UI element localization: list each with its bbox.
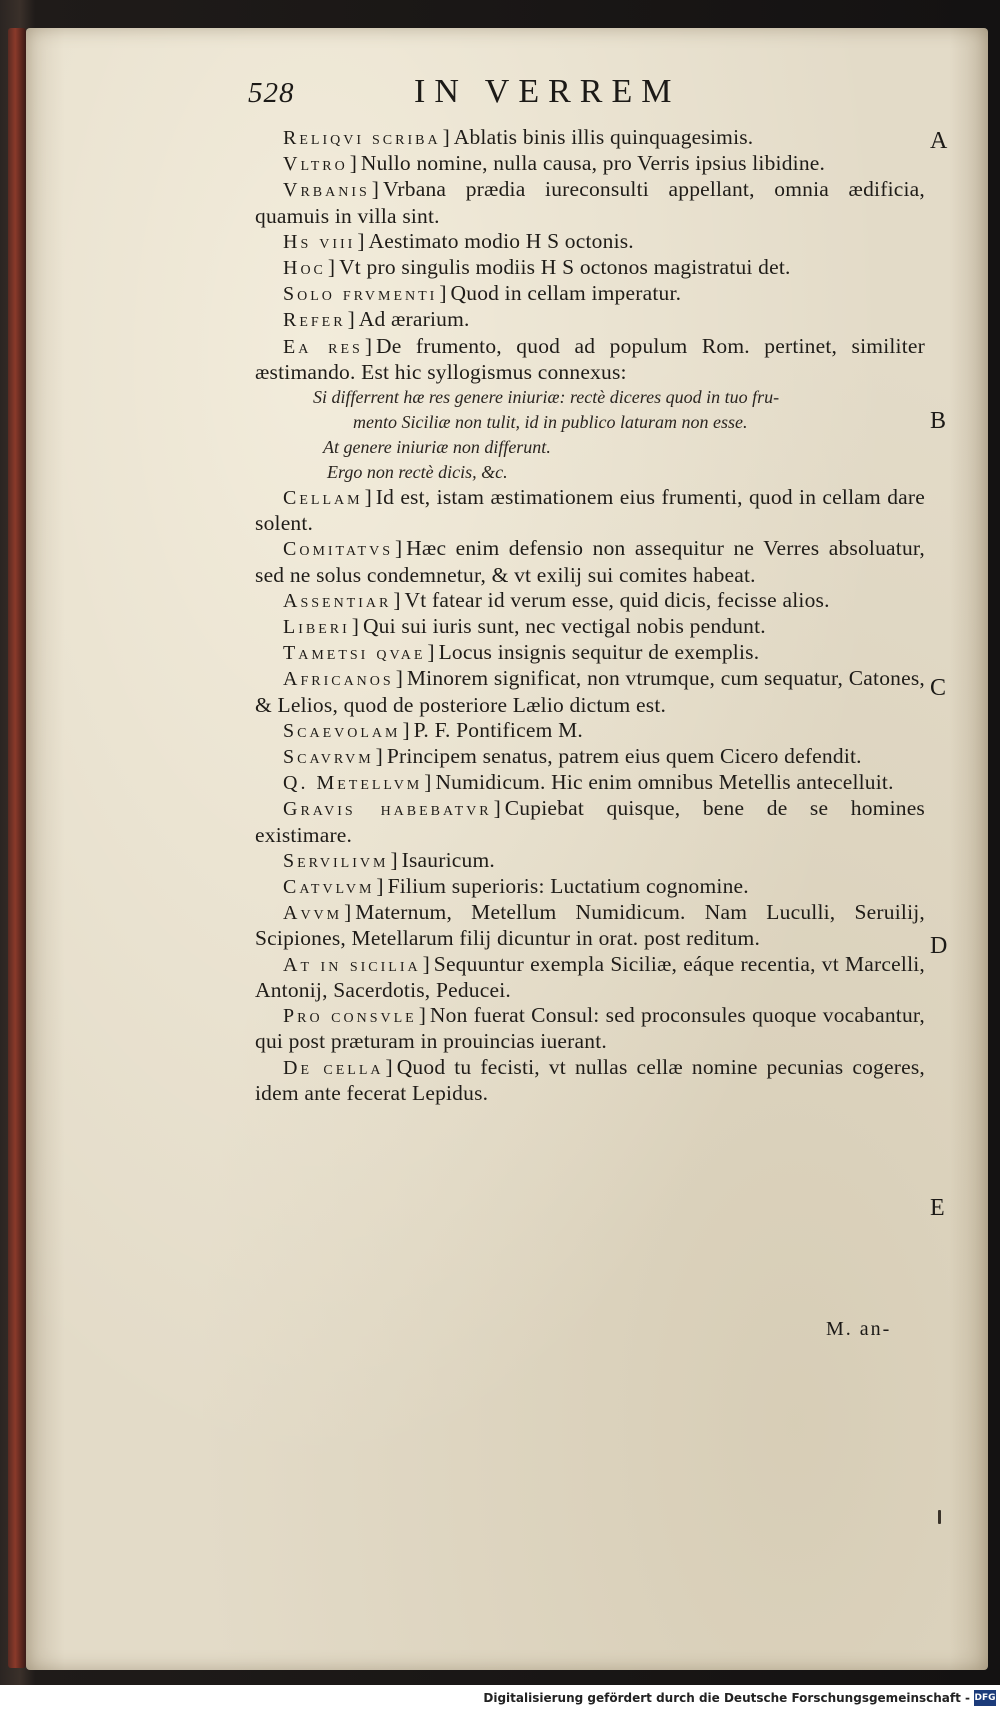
commentary-text bbox=[255, 125, 925, 1106]
commentary-entry: Scavrvm] Principem senatus, patrem eius quem Cicero defendit. bbox=[283, 744, 862, 769]
lemma: Comitatvs bbox=[283, 538, 393, 561]
running-title: IN VERREM bbox=[414, 73, 681, 110]
lemma: Reliqvi scriba bbox=[283, 127, 441, 149]
lemma: Avvm bbox=[283, 902, 343, 925]
funding-notice: Digitalisierung gefördert durch die Deutsche Forschungsgemeinschaft - bbox=[483, 1691, 970, 1705]
lemma: Vrbanis bbox=[283, 179, 370, 202]
gloss: Isauricum. bbox=[401, 847, 495, 872]
footer-bar bbox=[0, 1685, 1000, 1714]
margin-letter-a: A bbox=[930, 128, 948, 154]
commentary-entry: Ea res] De frumento, quod ad populum Rom. pertinet, similiter æstimando. Est hic syllogismus connexus: bbox=[255, 333, 925, 384]
commentary-entry: Cellam] Id est, istam æstimationem eius frumenti, quod in cellam dare solent. bbox=[255, 485, 925, 536]
commentary-entry: Avvm] Maternum, Metellum Numidicum. Nam Luculli, Seruilij, Scipiones, Metellarum filij dicuntur in orat. post reditum. bbox=[255, 900, 925, 951]
lemma: Tametsi qvae bbox=[283, 642, 426, 665]
page-number: 528 bbox=[248, 77, 295, 109]
lemma: Pro consvle bbox=[283, 1005, 417, 1028]
commentary-entry: Hs viii] Aestimato modio H S octonis. bbox=[283, 228, 634, 253]
gloss: Qui sui iuris sunt, nec vectigal nobis pendunt. bbox=[362, 614, 766, 639]
gloss: Cupiebat quisque, bene de se homines existimare. bbox=[255, 796, 926, 847]
commentary-entry: Pro consvle] Non fuerat Consul: sed proconsules quoque vocabantur, qui post præturam in prouincias iuerant. bbox=[255, 1003, 925, 1054]
margin-letter-b: B bbox=[930, 408, 947, 434]
commentary-entry: Solo frvmenti] Quod in cellam imperatur. bbox=[283, 281, 682, 306]
gloss: Vt pro singulis modiis H S octonos magistratui det. bbox=[339, 255, 791, 280]
syllogism-line: Ergo non rectè dicis, &c. bbox=[327, 462, 508, 483]
lemma: Catvlvm bbox=[283, 876, 375, 899]
margin-letter-e: E bbox=[930, 1195, 945, 1221]
lemma: Refer bbox=[283, 309, 346, 332]
lemma: Solo frvmenti bbox=[283, 283, 438, 306]
lemma: Assentiar bbox=[283, 589, 392, 612]
gloss: Maternum, Metellum Numidicum. Nam Luculli, Seruilij, Scipiones, Metellarum filij dicuntur in orat. post reditum. bbox=[255, 900, 925, 951]
lemma: Gravis habebatvr bbox=[283, 798, 492, 821]
gloss: De frumento, quod ad populum Rom. pertinet, similiter æstimando. Est hic syllogismus connexus: bbox=[255, 333, 925, 384]
lemma: Liberi bbox=[283, 616, 350, 639]
commentary-entry: Hoc] Vt pro singulis modiis H S octonos magistratui det. bbox=[283, 255, 791, 280]
catchword: M. an- bbox=[826, 1318, 892, 1340]
commentary-entry: At in sicilia] Sequuntur exempla Siciliæ, eáque recentia, vt Marcelli, Antonij, Sacerdotis, Peducei. bbox=[255, 951, 925, 1002]
gloss: Ad ærarium. bbox=[358, 307, 470, 332]
gloss: Nullo nomine, nulla causa, pro Verris ipsius libidine. bbox=[360, 151, 826, 176]
lemma: Q. Metellvm bbox=[283, 772, 423, 795]
commentary-entry: Assentiar] Vt fatear id verum esse, quid dicis, fecisse alios. bbox=[283, 587, 830, 612]
gloss: Numidicum. Hic enim omnibus Metellis antecelluit. bbox=[435, 770, 894, 795]
lemma: Cellam bbox=[283, 487, 363, 510]
margin-letter-c: C bbox=[930, 675, 947, 701]
lemma: Hoc bbox=[283, 257, 326, 280]
lemma: Servilivm bbox=[283, 849, 389, 872]
gloss: Minorem significat, non vtrumque, cum sequatur, Catones, & Lelios, quod de posteriore Lælio dictum est. bbox=[255, 666, 925, 717]
gloss: Id est, istam æstimationem eius frumenti, quod in cellam dare solent. bbox=[255, 485, 925, 536]
commentary-entry: De cella] Quod tu fecisti, vt nullas cellæ nomine pecunias cogeres, idem ante fecerat Lepidus. bbox=[255, 1054, 925, 1105]
lemma: De cella bbox=[283, 1056, 384, 1079]
lemma: Ea res bbox=[283, 335, 363, 358]
commentary-entry: Comitatvs] Hæc enim defensio non assequitur ne Verres absoluatur, sed ne solus condemnetur, & vt exilij sui comites habeat. bbox=[255, 536, 925, 587]
gloss: Filium superioris: Luctatium cognomine. bbox=[387, 874, 749, 899]
gloss: Non fuerat Consul: sed proconsules quoque vocabantur, qui post præturam in prouincias iuerant. bbox=[255, 1003, 925, 1054]
gloss: Sequuntur exempla Siciliæ, eáque recentia, vt Marcelli, Antonij, Sacerdotis, Peducei. bbox=[255, 951, 925, 1002]
lemma: Scavrvm bbox=[283, 746, 374, 769]
ink-mark bbox=[938, 1510, 941, 1524]
gloss: Quod in cellam imperatur. bbox=[450, 281, 682, 306]
lemma: At in sicilia bbox=[283, 953, 421, 976]
commentary-entry: Africanos] Minorem significat, non vtrumque, cum sequatur, Catones, & Lelios, quod de posteriore Lælio dictum est. bbox=[255, 666, 925, 717]
gloss: Quod tu fecisti, vt nullas cellæ nomine pecunias cogeres, idem ante fecerat Lepidus. bbox=[255, 1054, 925, 1105]
commentary-entry: Tametsi qvae] Locus insignis sequitur de exemplis. bbox=[283, 640, 760, 665]
commentary-entry: Vrbanis] Vrbana prædia iureconsulti appellant, omnia ædificia, quamuis in villa sint. bbox=[255, 177, 925, 228]
syllogism-line: mento Siciliæ non tulit, id in publico laturam non esse. bbox=[353, 412, 748, 433]
commentary-entry: Q. Metellvm] Numidicum. Hic enim omnibus Metellis antecelluit. bbox=[283, 770, 894, 795]
lemma: Hs viii bbox=[283, 230, 356, 253]
gloss: Hæc enim defensio non assequitur ne Verres absoluatur, sed ne solus condemnetur, & vt exilij sui comites habeat. bbox=[255, 536, 925, 587]
commentary-entry: Vltro] Nullo nomine, nulla causa, pro Verris ipsius libidine. bbox=[283, 151, 826, 176]
commentary-entry: Servilivm] Isauricum. bbox=[283, 847, 495, 872]
commentary-entry: Gravis habebatvr] Cupiebat quisque, bene de se homines existimare. bbox=[255, 796, 926, 847]
commentary-entry: Reliqvi scriba] Ablatis binis illis quinquagesimis. bbox=[283, 125, 754, 149]
gloss: P. F. Pontificem M. bbox=[413, 717, 583, 742]
commentary-entry: Scaevolam] P. F. Pontificem M. bbox=[283, 717, 583, 742]
book-spine-edge bbox=[8, 28, 26, 1668]
syllogism-line: At genere iniuriæ non differunt. bbox=[323, 437, 551, 458]
commentary-entry: Liberi] Qui sui iuris sunt, nec vectigal nobis pendunt. bbox=[283, 614, 766, 639]
gloss: Locus insignis sequitur de exemplis. bbox=[438, 640, 760, 665]
gloss: Vt fatear id verum esse, quid dicis, fecisse alios. bbox=[404, 587, 830, 612]
commentary-entry: Refer] Ad ærarium. bbox=[283, 307, 470, 332]
commentary-entry: Catvlvm] Filium superioris: Luctatium cognomine. bbox=[283, 874, 749, 899]
page-header bbox=[230, 55, 790, 115]
gloss: Aestimato modio H S octonis. bbox=[368, 228, 634, 253]
margin-letter-d: D bbox=[930, 933, 948, 959]
gloss: Ablatis binis illis quinquagesimis. bbox=[453, 125, 754, 149]
lemma: Vltro bbox=[283, 153, 348, 176]
syllogism-line: Si differrent hæ res genere iniuriæ: rectè diceres quod in tuo fru- bbox=[313, 387, 780, 408]
lemma: Africanos bbox=[283, 668, 394, 691]
gloss: Vrbana prædia iureconsulti appellant, omnia ædificia, quamuis in villa sint. bbox=[255, 177, 925, 228]
dfg-logo-icon: DFG bbox=[974, 1690, 996, 1706]
gloss: Principem senatus, patrem eius quem Cicero defendit. bbox=[386, 744, 862, 769]
lemma: Scaevolam bbox=[283, 719, 401, 742]
